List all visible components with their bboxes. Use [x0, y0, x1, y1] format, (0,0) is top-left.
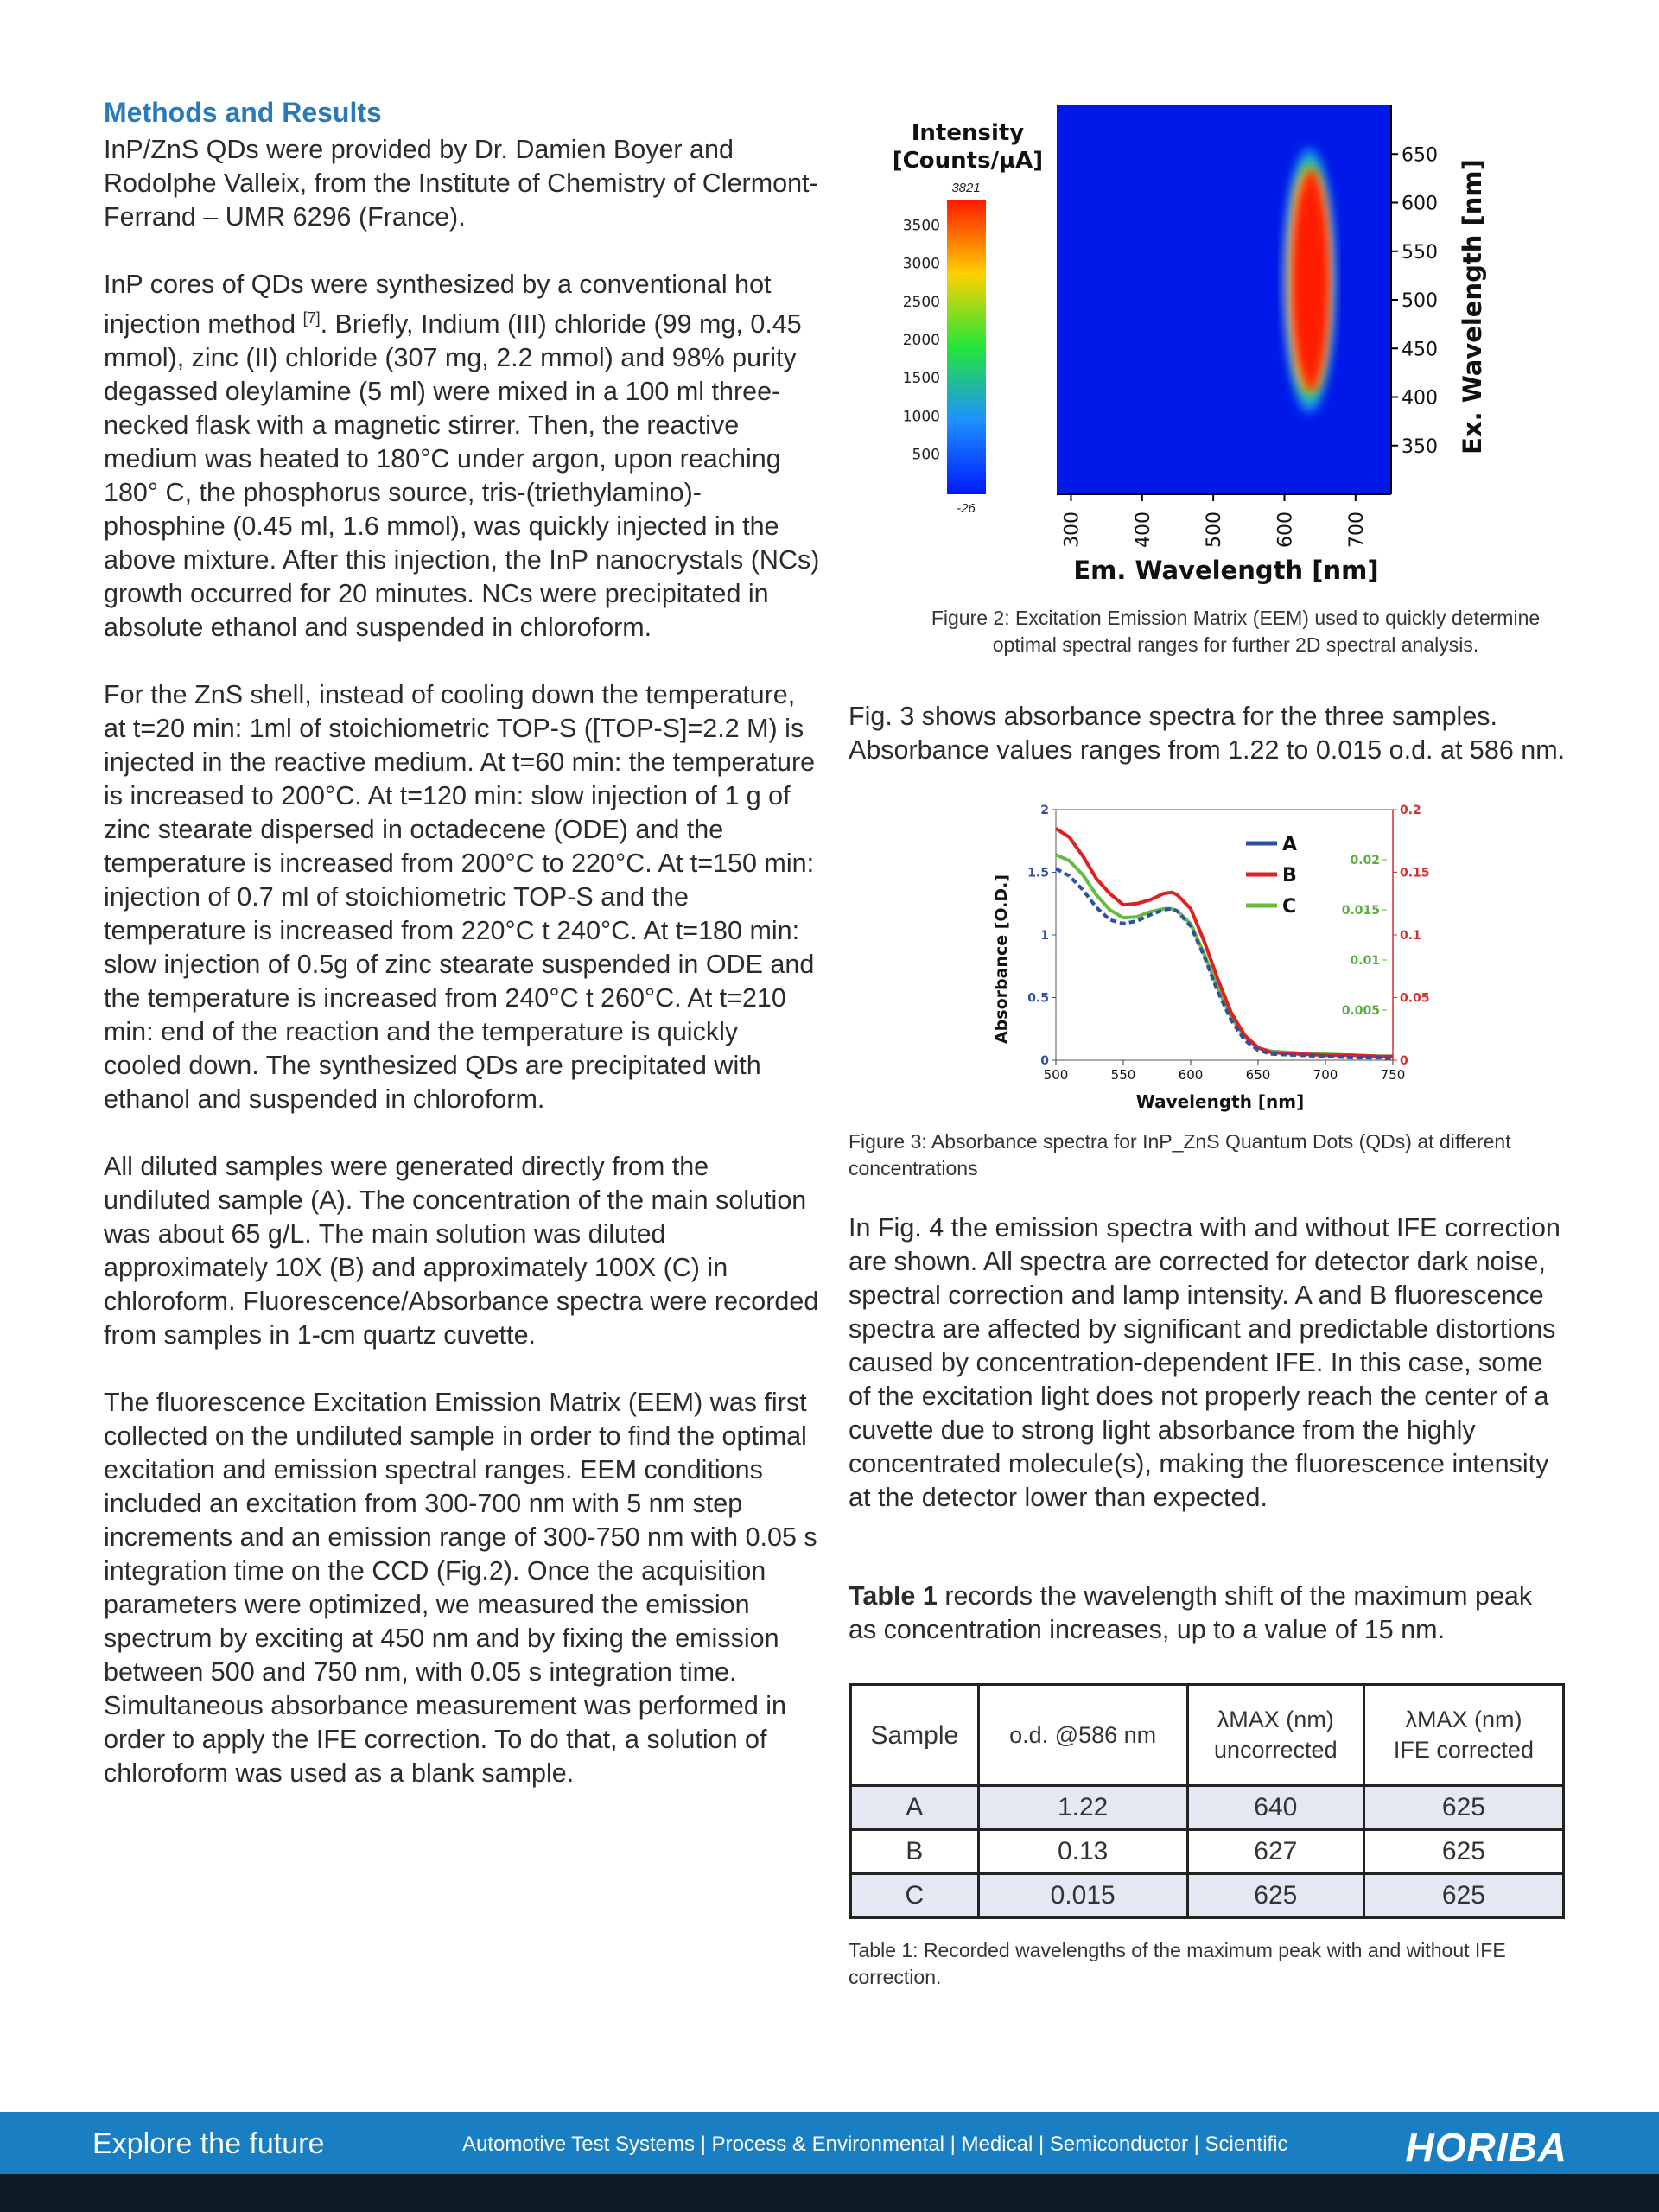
table-intro-text: records the wavelength shift of the maximum peak as concentration increases, up to a value of 15 nm.	[849, 1581, 1533, 1644]
abs-left-tick-label: 1	[1040, 929, 1049, 943]
eem-peak-core	[1294, 168, 1327, 392]
abs-x-tick-label: 650	[1245, 1067, 1271, 1083]
eem-y-tick-label: 650	[1402, 144, 1438, 167]
cell-lmax-corrected: 625	[1363, 1786, 1563, 1830]
figure-3-caption: Figure 3: Absorbance spectra for InP_ZnS Quantum Dots (QDs) at different concentrations	[849, 1130, 1511, 1179]
abs-x-tick-label: 600	[1178, 1067, 1204, 1083]
left-column	[104, 95, 821, 1824]
colorbar-tick-label: 2000	[902, 331, 940, 349]
colorbar	[947, 200, 986, 494]
header-lmax-label: λMAX (nm)	[1217, 1707, 1334, 1732]
absorbance-figure	[985, 795, 1434, 1123]
abs-right-red-tick-label: 0	[1400, 1054, 1408, 1068]
eem-y-tick-label: 600	[1402, 193, 1438, 215]
abs-right-green-tick-label: 0.02	[1350, 854, 1380, 868]
absorbance-axes	[1027, 804, 1429, 1083]
paragraph-zns-shell: For the ZnS shell, instead of cooling down the temperature, at t=20 min: 1ml of stoichiometric TOP-S ([TOP-S]=2.2 M) is injected in the reactive medium. At t=60 min: the temperature is increased to 200°C. At t=120 min: slow injection of 1 g of zinc stearate dispersed in octadecene (ODE) and the temperature is increased from 200°C to 220°C. At t=150 min: injection of 0.7 ml of stoichiometric TOP-S and the temperature is increased from 220°C t 240°C. At t=180 min: slow injection of 0.5g of zinc stearate suspended in ODE and the temperature is increased from 240°C t 260°C. At t=210 min: end of the reaction and the temperature is quickly cooled down. The synthesized QDs are precipitated with ethanol and suspended in chloroform.	[104, 680, 816, 1115]
colorbar-title-line: [Counts/µA]	[892, 148, 1044, 174]
eem-y-tick-label: 400	[1402, 387, 1438, 410]
colorbar-tick-label: 3500	[902, 217, 940, 235]
colorbar-tick-label: 1500	[902, 370, 940, 388]
paragraph-eem: The fluorescence Excitation Emission Matrix (EEM) was first collected on the undiluted sample in order to find the optimal excitation and emission spectral ranges. EEM conditions included an excitation from 300-700 nm with 5 nm step increments and an emission range of 300-750 nm with 0.05 s integration time on the CCD (Fig.2). Once the acquisition parameters were optimized, we measured the emission spectrum by exciting at 450 nm and by fixing the emission between 500 and 750 nm, with 0.05 s integration time. Simultaneous absorbance measurement was performed in order to apply the IFE correction. To do that, a solution of chloroform was used as a blank sample.	[104, 1388, 817, 1789]
eem-x-tick-label: 600	[1274, 512, 1297, 548]
eem-x-tick-label: 700	[1345, 512, 1368, 548]
cell-lmax-uncorrected: 627	[1187, 1830, 1363, 1874]
table-row	[851, 1874, 1564, 1918]
abs-right-green-tick-label: 0.01	[1350, 954, 1380, 968]
abs-plot-frame	[1056, 810, 1393, 1060]
abs-x-axis-label: Wavelength [nm]	[1135, 1091, 1305, 1112]
eem-plot-background	[1057, 105, 1391, 494]
abs-left-tick-label: 1.5	[1027, 866, 1049, 880]
abs-x-tick-label: 700	[1313, 1067, 1338, 1083]
section-title: Methods and Results	[104, 97, 382, 128]
footer-strip	[0, 2174, 1659, 2212]
eem-peak	[1283, 144, 1336, 416]
absorbance-legend	[1246, 834, 1297, 918]
fig3-intro: Fig. 3 shows absorbance spectra for the three samples. Absorbance values ranges from 1.22 to 0.015 o.d. at 586 nm.	[849, 702, 1566, 765]
para2-text-a: InP cores of QDs were synthesized by a conventional hot injection method	[104, 270, 772, 340]
series-B-line	[1056, 829, 1393, 1057]
eem-x-axis-label: Em. Wavelength [nm]	[1073, 556, 1379, 585]
colorbar-tick-label: 2500	[902, 293, 940, 311]
cell-sample: A	[851, 1786, 979, 1830]
colorbar-tick-label: 3000	[902, 255, 940, 273]
table-row	[851, 1786, 1564, 1830]
cell-sample: C	[851, 1874, 979, 1918]
colorbar-ticks	[903, 217, 940, 463]
legend-label: C	[1282, 896, 1297, 918]
eem-x-tick-label: 400	[1132, 512, 1154, 548]
absorbance-series	[1056, 829, 1393, 1058]
abs-x-tick-label: 750	[1380, 1067, 1406, 1083]
eem-y-tick-label: 550	[1402, 241, 1438, 264]
colorbar-tick-label: 500	[912, 446, 940, 464]
abs-x-tick-label: 550	[1110, 1067, 1136, 1083]
header-uncorrected-label: uncorrected	[1214, 1737, 1338, 1763]
header-lmax-corrected	[1363, 1685, 1563, 1786]
header-lmax-uncorrected	[1187, 1685, 1363, 1786]
colorbar-max-label: 3821	[951, 181, 981, 195]
cell-lmax-uncorrected: 640	[1187, 1786, 1363, 1830]
header-lmax-label: λMAX (nm)	[1405, 1707, 1522, 1732]
footer-bar	[0, 2112, 1659, 2174]
cell-od: 0.015	[978, 1874, 1187, 1918]
eem-x-ticks	[1057, 494, 1391, 548]
eem-y-axis-label: Ex. Wavelength [nm]	[1458, 159, 1487, 454]
abs-y-axis-label: Absorbance [O.D.]	[992, 874, 1011, 1045]
footer-tagline: Explore the future	[92, 2127, 325, 2160]
abs-x-tick-label: 500	[1043, 1067, 1069, 1083]
header-sample: Sample	[851, 1685, 979, 1786]
colorbar-tick-label: 1000	[902, 408, 940, 426]
colorbar-min-label: -26	[957, 501, 976, 516]
fig4-paragraph: In Fig. 4 the emission spectra with and without IFE correction are shown. All spectra are corrected for detector dark noise, spectral correction and lamp intensity. A and B fluorescence spectra are affected by significant and predictable distortions caused by concentration-dependent IFE. In this case, some of the excitation light does not properly reach the center of a cuvette due to strong light absorbance from the highly concentrated molecule(s), making the fluorescence intensity at the detector lower than expected.	[849, 1213, 1560, 1512]
table-intro-bold: Table 1	[849, 1581, 938, 1611]
abs-right-red-tick-label: 0.1	[1400, 929, 1421, 943]
abs-left-tick-label: 2	[1040, 804, 1049, 817]
para2-text-b: . Briefly, Indium (III) chloride (99 mg, 0.45 mmol), zinc (II) chloride (307 mg, 2.2 mmol) and 98% purity degassed oleylamine (5 ml) were mixed in a 100 ml three-necked flask with a magnetic stirrer. Then, the reactive medium was heated to 180°C under argon, upon reaching 180° C, the phosphorus source, tris-(triethylamino)-phosphine (0.45 ml, 1.6 mmol), was quickly injected in the above mixture. After this injection, the InP nanocrystals (NCs) growth occurred for 20 minutes. NCs were precipitated in absolute ethanol and suspended in chloroform.	[104, 309, 820, 643]
eem-x-tick-label: 300	[1061, 512, 1084, 548]
eem-y-tick-label: 350	[1402, 435, 1438, 458]
abs-right-red-tick-label: 0.15	[1400, 866, 1430, 880]
abs-left-tick-label: 0.5	[1027, 991, 1049, 1006]
cell-od: 1.22	[978, 1786, 1187, 1830]
paragraph-dilution: All diluted samples were generated directly from the undiluted sample (A). The concentration of the main solution was about 65 g/L. The main solution was diluted approximately 10X (B) and approximately 100X (C) in chloroform. Fluorescence/Absorbance spectra were recorded from samples in 1-cm quartz cuvette.	[104, 1152, 819, 1351]
cell-lmax-corrected: 625	[1363, 1830, 1563, 1874]
cell-od: 0.13	[978, 1830, 1187, 1874]
reference-7[interactable]: [7]	[302, 309, 321, 327]
eem-figure	[881, 99, 1538, 592]
eem-y-ticks	[1391, 105, 1438, 494]
abs-left-tick-label: 0	[1040, 1054, 1049, 1068]
colorbar-title	[893, 120, 1043, 174]
cell-sample: B	[851, 1830, 979, 1874]
table-header-row	[851, 1685, 1564, 1786]
abs-right-green-tick-label: 0.015	[1341, 904, 1380, 918]
table-1-caption: Table 1: Recorded wavelengths of the maximum peak with and without IFE correction.	[849, 1939, 1506, 1988]
table-intro	[849, 1580, 1566, 1647]
legend-label: A	[1282, 834, 1298, 855]
legend-label: B	[1282, 865, 1297, 887]
figure-2-caption: Figure 2: Excitation Emission Matrix (EEM) used to quickly determine optimal spectral ranges for further 2D spectral analysis.	[931, 607, 1541, 656]
paragraph-inp-synthesis	[104, 268, 821, 645]
footer-business-links[interactable]: Automotive Test Systems | Process & Environmental | Medical | Semiconductor | Scientific	[462, 2133, 1288, 2156]
eem-y-tick-label: 500	[1402, 290, 1438, 312]
paragraph-provenance: InP/ZnS QDs were provided by Dr. Damien Boyer and Rodolphe Valleix, from the Institute of Chemistry of Clermont-Ferrand – UMR 6296 (France).	[104, 135, 818, 232]
header-corrected-label: IFE corrected	[1393, 1737, 1534, 1763]
table-1	[849, 1683, 1565, 1919]
table-row	[851, 1830, 1564, 1874]
abs-right-red-tick-label: 0.05	[1400, 991, 1430, 1006]
abs-right-green-tick-label: 0.005	[1341, 1004, 1380, 1018]
cell-lmax-uncorrected: 625	[1187, 1874, 1363, 1918]
cell-lmax-corrected: 625	[1363, 1874, 1563, 1918]
eem-x-tick-label: 500	[1204, 512, 1226, 548]
series-A-line	[1056, 868, 1393, 1058]
header-od: o.d. @586 nm	[978, 1685, 1187, 1786]
eem-y-tick-label: 450	[1402, 339, 1438, 361]
series-C-line	[1056, 855, 1393, 1056]
abs-right-red-tick-label: 0.2	[1400, 804, 1421, 817]
colorbar-title-line: Intensity	[911, 120, 1025, 146]
horiba-logo: HORIBA	[1405, 2125, 1567, 2170]
